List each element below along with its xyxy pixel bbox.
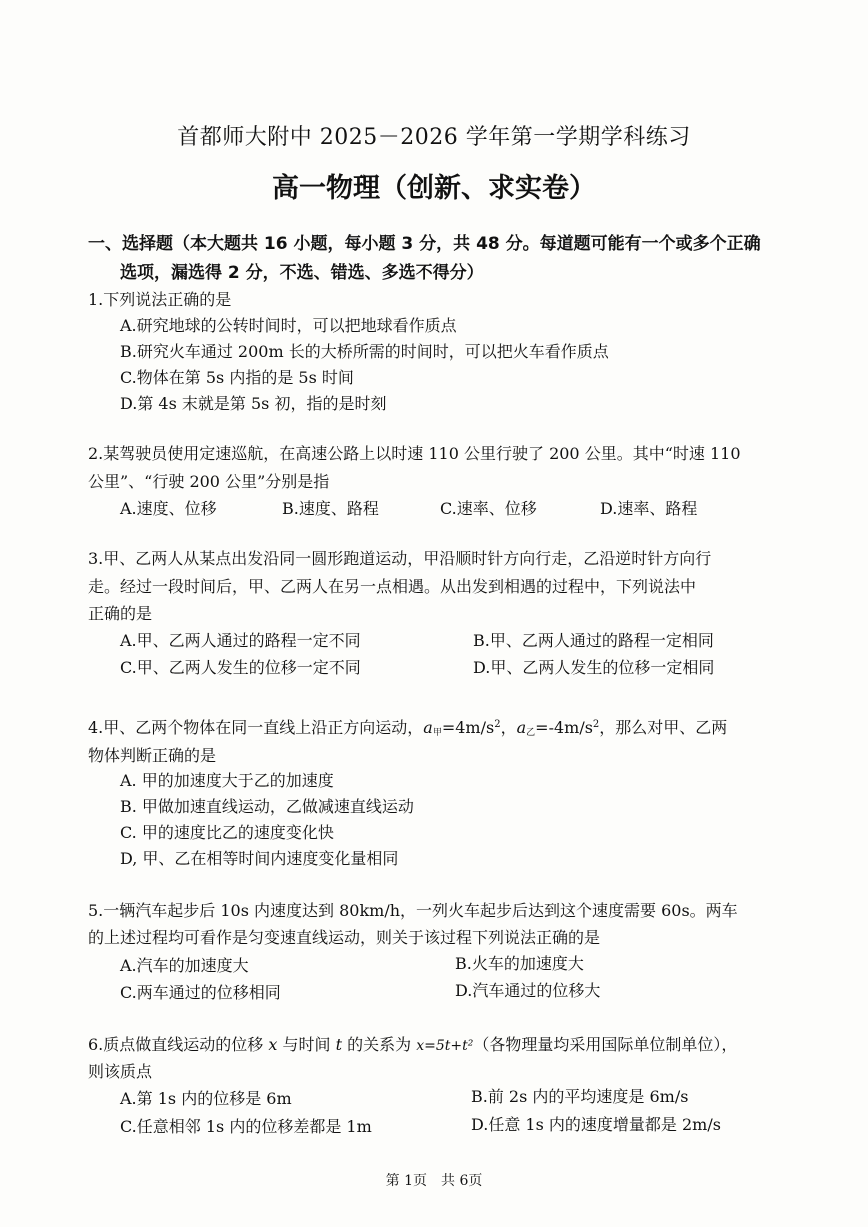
- q2-option-c: C.速率、位移: [440, 499, 537, 518]
- q5-option-c: C.两车通过的位移相同: [120, 983, 281, 1002]
- q4-option-b: B. 甲做加速直线运动，乙做减速直线运动: [120, 797, 414, 816]
- q4-squared-1: 2: [494, 719, 501, 730]
- q1-option-c: C.物体在第 5s 内指的是 5s 时间: [120, 368, 354, 387]
- q1-option-a: A.研究地球的公转时间时，可以把地球看作质点: [120, 316, 457, 335]
- q4-squared-2: 2: [592, 719, 600, 730]
- q1-stem: 1.下列说法正确的是: [88, 290, 232, 309]
- q6-option-b: B.前 2s 内的平均速度是 6m/s: [471, 1087, 689, 1106]
- section-heading-line2: 选项，漏选得 2 分，不选、错选、多选不得分）: [120, 263, 484, 283]
- q2-option-b: B.速度、路程: [282, 499, 379, 518]
- q6-formula: x=5t+t²: [416, 1038, 474, 1054]
- q5-option-b: B.火车的加速度大: [455, 954, 584, 973]
- q4-stem-line2: 物体判断正确的是: [88, 746, 217, 765]
- q4-stem-line1: 4.甲、乙两个物体在同一直线上沿正方向运动，$a_甲=4m/s^2$，$a_乙=-4m/s^2$，那么对甲、乙两: [88, 718, 728, 738]
- q3-stem-line2: 走。经过一段时间后，甲、乙两人在另一点相遇。从出发到相遇的过程中，下列说法中: [88, 577, 697, 596]
- exam-title: 首都师大附中 2025－2026 学年第一学期学科练习: [177, 125, 691, 150]
- q6-x-symbol: x: [268, 1035, 278, 1054]
- q1-option-d: D.第 4s 末就是第 5s 初，指的是时刻: [120, 394, 387, 413]
- q6-stem-mid2: 的关系为: [347, 1035, 412, 1054]
- q4-stem-prefix: 4.甲、乙两个物体在同一直线上沿正方向运动，: [88, 718, 424, 737]
- q6-stem-prefix: 6.质点做直线运动的位移: [88, 1035, 264, 1054]
- q6-stem-line2: 则该质点: [88, 1062, 153, 1081]
- q1-option-b: B.研究火车通过 200m 长的大桥所需的时间时，可以把火车看作质点: [120, 342, 609, 361]
- q6-t-symbol: t: [335, 1035, 343, 1054]
- q5-option-a: A.汽车的加速度大: [120, 956, 249, 975]
- q4-accel-jia-value: =4m/s: [441, 718, 495, 737]
- q4-option-a: A. 甲的加速度大于乙的加速度: [120, 771, 334, 790]
- q4-accel-symbol-2: a: [516, 718, 527, 737]
- q6-stem-line1: [88, 1032, 737, 1055]
- q6-option-c: C.任意相邻 1s 内的位移差都是 1m: [120, 1117, 372, 1136]
- q3-option-c: C.甲、乙两人发生的位移一定不同: [120, 658, 361, 677]
- q3-stem-line3: 正确的是: [88, 604, 153, 623]
- q4-accel-jia-subscript: 甲: [432, 728, 442, 738]
- q6-option-a: A.第 1s 内的位移是 6m: [120, 1089, 292, 1108]
- exam-subtitle: 高一物理（创新、求实卷）: [272, 173, 596, 204]
- q2-stem-line1: 2.某驾驶员使用定速巡航，在高速公路上以时速 110 公里行驶了 200 公里。其中“时速 110: [88, 444, 741, 463]
- q4-accel-yi-value: =-4m/s: [535, 718, 593, 737]
- q4-option-d: D, 甲、乙在相等时间内速度变化量相同: [120, 849, 399, 868]
- q5-option-d: D.汽车通过的位移大: [455, 981, 601, 1000]
- q2-option-d: D.速率、路程: [600, 499, 698, 518]
- q5-stem-line1: 5.一辆汽车起步后 10s 内速度达到 80km/h，一列火车起步后达到这个速度需要 60s。两车: [88, 901, 738, 920]
- q3-option-a: A.甲、乙两人通过的路程一定不同: [120, 631, 361, 650]
- q2-stem-line2: 公里”、“行驶 200 公里”分别是指: [88, 472, 330, 491]
- q6-option-d: D.任意 1s 内的速度增量都是 2m/s: [471, 1115, 721, 1134]
- section-heading-line1: 一、选择题（本大题共 16 小题，每小题 3 分，共 48 分。每道题可能有一个或多个正确: [88, 234, 761, 254]
- page-number: 第 1页: [385, 1173, 427, 1189]
- q3-stem-line1: 3.甲、乙两人从某点出发沿同一圆形跑道运动，甲沿顺时针方向行走，乙沿逆时针方向行: [88, 549, 712, 568]
- q4-accel-yi-subscript: 乙: [526, 728, 536, 738]
- page-total: 共 6页: [441, 1173, 483, 1189]
- q4-option-c: C. 甲的速度比乙的速度变化快: [120, 823, 334, 842]
- q2-option-a: A.速度、位移: [120, 499, 217, 518]
- q4-accel-symbol: a: [423, 718, 433, 737]
- q6-stem-mid: 与时间: [282, 1035, 331, 1054]
- q3-option-d: D.甲、乙两人发生的位移一定相同: [473, 658, 715, 677]
- q5-stem-line2: 的上述过程均可看作是匀变速直线运动，则关于该过程下列说法正确的是: [88, 928, 601, 947]
- q3-option-b: B.甲、乙两人通过的路程一定相同: [473, 631, 714, 650]
- page-footer: [0, 1170, 868, 1190]
- q6-stem-suffix: （各物理量均采用国际单位制单位），: [473, 1035, 738, 1054]
- q4-stem-suffix: ，那么对甲、乙两: [599, 718, 728, 737]
